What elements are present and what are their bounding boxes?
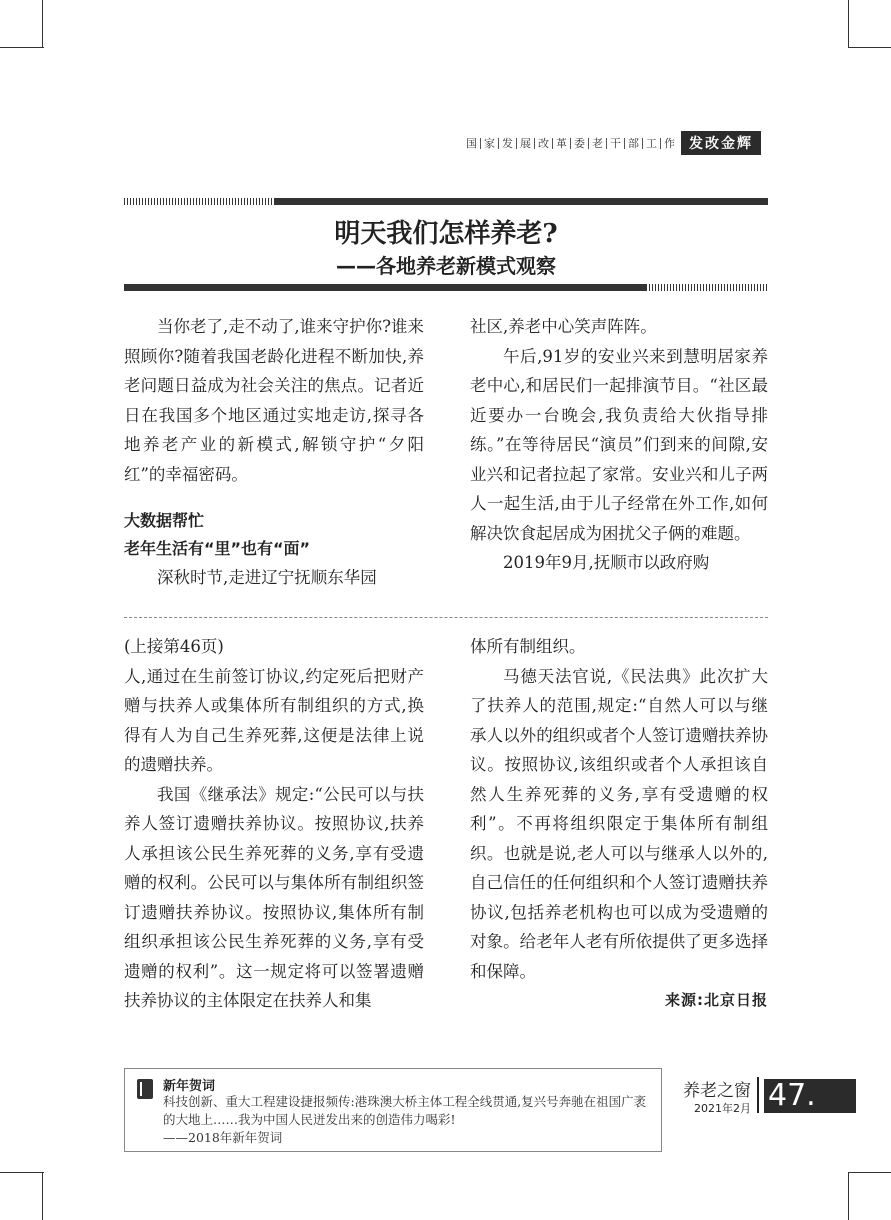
paragraph: 当你老了,走不动了,谁来守护你?谁来照顾你?随着我国老龄化进程不断加快,养老问题日益成为社会关注的焦点。记者近日在我国多个地区通过实地走访,探寻各地养老产业的新模式,解锁守护“夕阳红”的幸福密码。 <box>124 317 424 484</box>
source-credit: 来源:北京日报 <box>665 991 768 1009</box>
footer-separator <box>757 1077 759 1113</box>
header-org-name: 国 家 发 展 改 革 委 老 干 部 工 作 <box>466 137 675 150</box>
quote-box-title: 新年贺词 <box>163 1079 216 1094</box>
section-heading-line-2: 老年生活有“里”也有“面” <box>124 539 311 558</box>
continued-column-2 <box>470 632 768 1016</box>
running-header <box>466 131 761 155</box>
paragraph: 2019年9月,抚顺市以政府购 <box>503 553 710 572</box>
crop-mark <box>42 1172 43 1220</box>
crop-mark <box>848 1172 849 1220</box>
continued-column-1 <box>124 632 424 1016</box>
quote-box-text: 科技创新、重大工程建设捷报频传:港珠澳大桥主体工程全线贯通,复兴号奔驰在祖国广袤的大地上……我为中国人民迸发出来的创造伟力喝彩! ——2018年新年贺词 <box>163 1094 647 1145</box>
quote-box <box>124 1068 662 1152</box>
section-divider <box>124 617 768 618</box>
crop-mark <box>848 1172 891 1173</box>
article-subtitle: ——各地养老新模式观察 <box>336 254 556 278</box>
paragraph: 体所有制组织。 <box>470 637 586 656</box>
book-icon <box>137 1079 153 1099</box>
paragraph: 马德天法官说,《民法典》此次扩大了扶养人的范围,规定:“自然人可以与继承人以外的组织或者个人签订遗赠扶养协议。按照协议,该组织或者个人承担该自然人生养死葬的义务,享有受遗赠的权利”。不再将组织限定于集体所有制组织。也就是说,老人可以与继承人以外的,自己信任的任何组织和个人签订遗赠扶养协议,包括养老机构也可以成为受遗赠的对象。给老年人老有所依提供了更多选择和保障。 <box>470 666 768 981</box>
column-badge: 发改金辉 <box>681 131 761 155</box>
paragraph: 深秋时节,走进辽宁抚顺东华园 <box>157 568 377 587</box>
title-rule-top <box>124 198 768 205</box>
magazine-name: 养老之窗 <box>683 1081 751 1101</box>
paragraph: 社区,养老中心笑声阵阵。 <box>470 317 657 336</box>
crop-mark <box>0 47 44 48</box>
paragraph: 午后,91岁的安业兴来到慧明居家养老中心,和居民们一起排演节目。“社区最近要办一台晚会,我负责给大伙指导排练。”在等待居民“演员”们到来的间隙,安业兴和记者拉起了家常。安业兴和儿子两人一起生活,由于儿子经常在外工作,如何解决饮食起居成为困扰父子俩的难题。 <box>470 346 768 543</box>
title-rule-bottom <box>124 284 768 291</box>
article-title: 明天我们怎样养老? <box>334 219 558 249</box>
crop-mark <box>42 0 43 48</box>
paragraph: 人,通过在生前签订协议,约定死后把财产赠与扶养人或集体所有制组织的方式,换得有人为自己生养死葬,这便是法律上说的遗赠扶养。 <box>124 666 424 774</box>
section-heading-line-1: 大数据帮忙 <box>124 511 205 530</box>
article-column-2 <box>470 312 768 578</box>
crop-mark <box>848 47 891 48</box>
article-column-1 <box>124 312 424 593</box>
crop-mark <box>0 1172 44 1173</box>
page-number: 47. <box>764 1079 856 1113</box>
issue-date: 2021年2月 <box>694 1102 751 1115</box>
paragraph: 我国《继承法》规定:“公民可以与扶养人签订遗赠扶养协议。按照协议,扶养人承担该公民生养死葬的义务,享有受遗赠的权利。公民可以与集体所有制组织签订遗赠扶养协议。按照协议,集体所有制组织承担该公民生养死葬的义务,享有受遗赠的权利”。这一规定将可以签署遗赠扶养协议的主体限定在扶养人和集 <box>124 784 424 1010</box>
continued-note: (上接第46页) <box>124 637 224 656</box>
crop-mark <box>848 0 849 48</box>
